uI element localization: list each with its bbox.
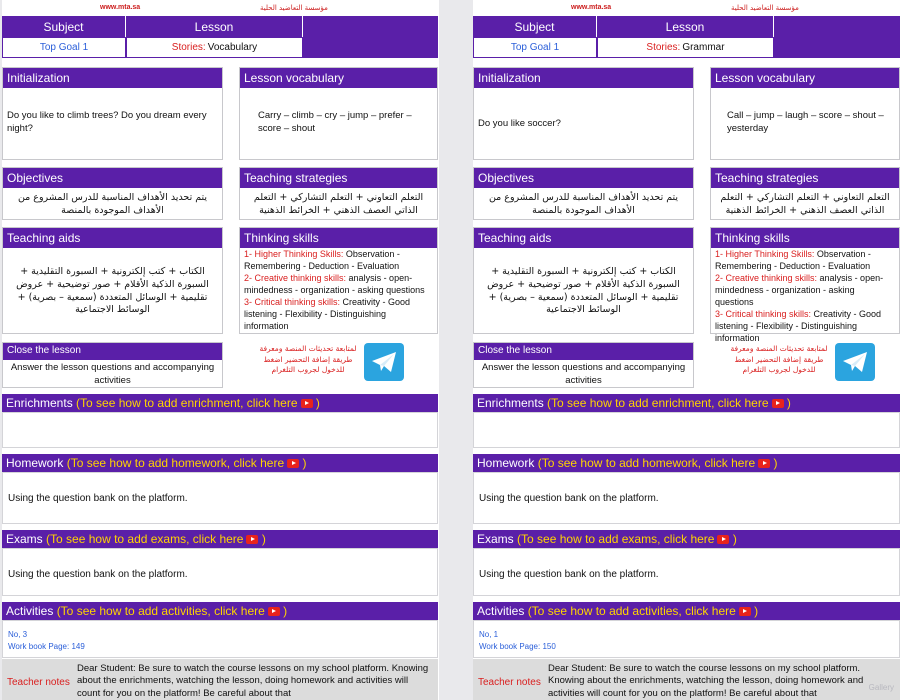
thinking-skills-title: Thinking skills — [240, 228, 437, 248]
vocabulary-text: Call – jump – laugh – score – shout – yesterday — [727, 110, 884, 134]
aids-title: Teaching aids — [3, 228, 222, 248]
page-gutter — [439, 0, 473, 700]
enrichments-link[interactable]: (To see how to add enrichment, click here ) — [76, 396, 320, 410]
org-name: مؤسسة التعاضيد الحلية — [260, 4, 328, 12]
vocabulary-text: Carry – climb – cry – jump – prefer – score – shout — [258, 110, 412, 134]
initialization-title: Initialization — [3, 68, 222, 88]
lesson-header-table — [2, 16, 438, 58]
lesson-name: Vocabulary — [207, 42, 258, 53]
teacher-notes-text: Dear Student: Be sure to watch the course lessons on my school platform. Knowing about the enrichments, watching the lesson, doing homework and activities will count for you on the platform! Be careful about that — [548, 663, 864, 699]
lesson-category: Stories: — [171, 42, 206, 53]
youtube-icon[interactable] — [739, 607, 751, 616]
youtube-icon[interactable] — [268, 607, 280, 616]
teacher-notes — [473, 659, 900, 700]
page-header — [473, 0, 900, 16]
teacher-notes — [2, 659, 438, 700]
enrichments-panel — [473, 412, 900, 448]
activities-bar: Activities (To see how to add activities, click here ) — [2, 602, 438, 620]
lesson-name: Grammar — [682, 42, 725, 53]
thinking-skills-box — [239, 227, 438, 334]
exams-text: Using the question bank on the platform. — [479, 569, 659, 580]
activities-link[interactable]: (To see how to add activities, click here ) — [527, 604, 759, 618]
strategies-box — [710, 167, 900, 220]
workbook-page: Work book Page: 149 — [8, 642, 85, 651]
homework-link[interactable]: (To see how to add homework, click here ) — [537, 456, 778, 470]
homework-panel — [2, 472, 438, 524]
teacher-notes-text: Dear Student: Be sure to watch the course lessons on my school platform. Knowing about the enrichments, watching the lesson, doing homework and activities will count for you on the platform! Be careful about that — [77, 663, 429, 699]
strategies-box — [239, 167, 438, 220]
activity-number: No, 3 — [8, 630, 28, 639]
thinking-skills-title: Thinking skills — [711, 228, 899, 248]
subject-header: Subject — [473, 16, 597, 37]
strategies-title: Teaching strategies — [240, 168, 437, 188]
exams-bar: Exams (To see how to add exams, click here ) — [2, 530, 438, 548]
workbook-page: Work book Page: 150 — [479, 642, 556, 651]
strategies-text: التعلم التعاوني + التعلم التشاركي + التعلم الذاتي العصف الذهني + الخرائط الذهنية — [253, 192, 424, 216]
telegram-caption: لمتابعة تحديثات المنصة ومعرفة طريقة إضافة التحضير اضغط للدخول لجروب التلغرام — [259, 344, 357, 374]
youtube-icon[interactable] — [287, 459, 299, 468]
close-lesson-box — [2, 342, 223, 388]
enrichments-link[interactable]: (To see how to add enrichment, click here ) — [547, 396, 791, 410]
youtube-icon[interactable] — [758, 459, 770, 468]
objectives-box — [2, 167, 223, 220]
vocabulary-title: Lesson vocabulary — [711, 68, 899, 88]
strategies-title: Teaching strategies — [711, 168, 899, 188]
activities-panel — [2, 620, 438, 658]
youtube-icon[interactable] — [301, 399, 313, 408]
telegram-icon[interactable] — [364, 343, 404, 381]
initialization-box — [473, 67, 694, 160]
exams-link[interactable]: (To see how to add exams, click here ) — [46, 532, 266, 546]
site-url[interactable]: www.mta.sa — [100, 4, 141, 11]
lesson-title — [126, 37, 303, 58]
homework-bar: Homework (To see how to add homework, click here ) — [2, 454, 438, 472]
header-blank-cell — [303, 16, 438, 58]
exams-link[interactable]: (To see how to add exams, click here ) — [517, 532, 737, 546]
homework-bar: Homework (To see how to add homework, click here ) — [473, 454, 900, 472]
homework-text: Using the question bank on the platform. — [479, 493, 659, 504]
vocabulary-box — [239, 67, 438, 160]
exams-panel — [473, 548, 900, 596]
thinking-skills-text: 1- Higher Thinking Skills: Observation - Remembering - Deduction - Evaluation 2- Creative thinking skills: analysis - open-mindedness - organization - asking questions 3- Critical thinking skills: Creativity - Good listening - Flexibility - Distinguishing information — [244, 249, 425, 331]
initialization-box — [2, 67, 223, 160]
lesson-category: Stories: — [646, 42, 681, 53]
page-header — [2, 0, 439, 16]
exams-text: Using the question bank on the platform. — [8, 569, 188, 580]
subject-goal: Top Goal 1 — [473, 37, 597, 58]
activities-bar: Activities (To see how to add activities, click here ) — [473, 602, 900, 620]
aids-box — [473, 227, 694, 334]
lesson-plan-page-vocabulary — [2, 0, 439, 700]
lesson-header-table — [473, 16, 900, 58]
aids-text: الكتاب + كتب إلكترونية + السبورة التقليدية + السبورة الذكية الأقلام + صور توضيحية + عروض تقليمية + الوسائل المتعددة (سمعية – بصرية) + الوسائط الاجتماعية — [487, 266, 680, 316]
activity-number: No, 1 — [479, 630, 499, 639]
aids-title: Teaching aids — [474, 228, 693, 248]
thinking-skills-box — [710, 227, 900, 343]
initialization-text: Do you like soccer? — [478, 118, 561, 129]
enrichments-bar: Enrichments (To see how to add enrichment, click here ) — [473, 394, 900, 412]
close-lesson-text: Answer the lesson questions and accompanying activities — [10, 362, 215, 386]
thinking-skills-text: 1- Higher Thinking Skills: Observation - Remembering - Deduction - Evaluation 2- Creative thinking skills: analysis - open-mindedness - organization - asking questions 3- Critical thinking skills: Creativity - Good listening - Flexibility - Distinguishing information — [715, 249, 884, 343]
vocabulary-box — [710, 67, 900, 160]
lesson-title — [597, 37, 774, 58]
objectives-title: Objectives — [474, 168, 693, 188]
lesson-header: Lesson — [597, 16, 774, 37]
enrichments-bar: Enrichments (To see how to add enrichment, click here ) — [2, 394, 438, 412]
subject-goal: Top Goal 1 — [2, 37, 126, 58]
header-blank-cell — [774, 16, 900, 58]
close-lesson-text: Answer the lesson questions and accompanying activities — [481, 362, 686, 386]
subject-header: Subject — [2, 16, 126, 37]
lesson-plan-page-grammar — [473, 0, 900, 700]
objectives-text: يتم تحديد الأهداف المناسبة للدرس المشروع من الأهداف الموجودة بالمنصة — [488, 192, 679, 216]
site-url[interactable]: www.mta.sa — [571, 4, 612, 11]
objectives-text: يتم تحديد الأهداف المناسبة للدرس المشروع من الأهداف الموجودة بالمنصة — [17, 192, 208, 216]
objectives-box — [473, 167, 694, 220]
initialization-title: Initialization — [474, 68, 693, 88]
activities-link[interactable]: (To see how to add activities, click here ) — [56, 604, 288, 618]
telegram-icon[interactable] — [835, 343, 875, 381]
telegram-caption: لمتابعة تحديثات المنصة ومعرفة طريقة إضافة التحضير اضغط للدخول لجروب التلغرام — [730, 344, 828, 374]
lesson-header: Lesson — [126, 16, 303, 37]
aids-text: الكتاب + كتب إلكترونية + السبورة التقليدية + السبورة الذكية الأقلام + صور توضيحية + عروض تقليمية + الوسائل المتعددة (سمعية – بصرية) + الوسائط الاجتماعية — [16, 266, 209, 316]
initialization-text: Do you like to climb trees? Do you dream every night? — [7, 110, 207, 134]
close-lesson-box — [473, 342, 694, 388]
youtube-icon[interactable] — [772, 399, 784, 408]
youtube-icon[interactable] — [246, 535, 258, 544]
aids-box — [2, 227, 223, 334]
close-lesson-title: Close the lesson — [3, 343, 222, 360]
strategies-text: التعلم التعاوني + التعلم التشاركي + التعلم الذاتي العصف الذهني + الخرائط الذهنية — [720, 192, 890, 216]
activities-panel — [473, 620, 900, 658]
exams-bar: Exams (To see how to add exams, click here ) — [473, 530, 900, 548]
teacher-notes-label: Teacher notes — [478, 677, 541, 688]
watermark: Gallery — [868, 683, 894, 692]
close-lesson-title: Close the lesson — [474, 343, 693, 360]
vocabulary-title: Lesson vocabulary — [240, 68, 437, 88]
exams-panel — [2, 548, 438, 596]
org-name: مؤسسة التعاضيد الحلية — [731, 4, 799, 12]
teacher-notes-label: Teacher notes — [7, 677, 70, 688]
objectives-title: Objectives — [3, 168, 222, 188]
homework-link[interactable]: (To see how to add homework, click here ) — [66, 456, 307, 470]
homework-panel — [473, 472, 900, 524]
enrichments-panel — [2, 412, 438, 448]
homework-text: Using the question bank on the platform. — [8, 493, 188, 504]
youtube-icon[interactable] — [717, 535, 729, 544]
